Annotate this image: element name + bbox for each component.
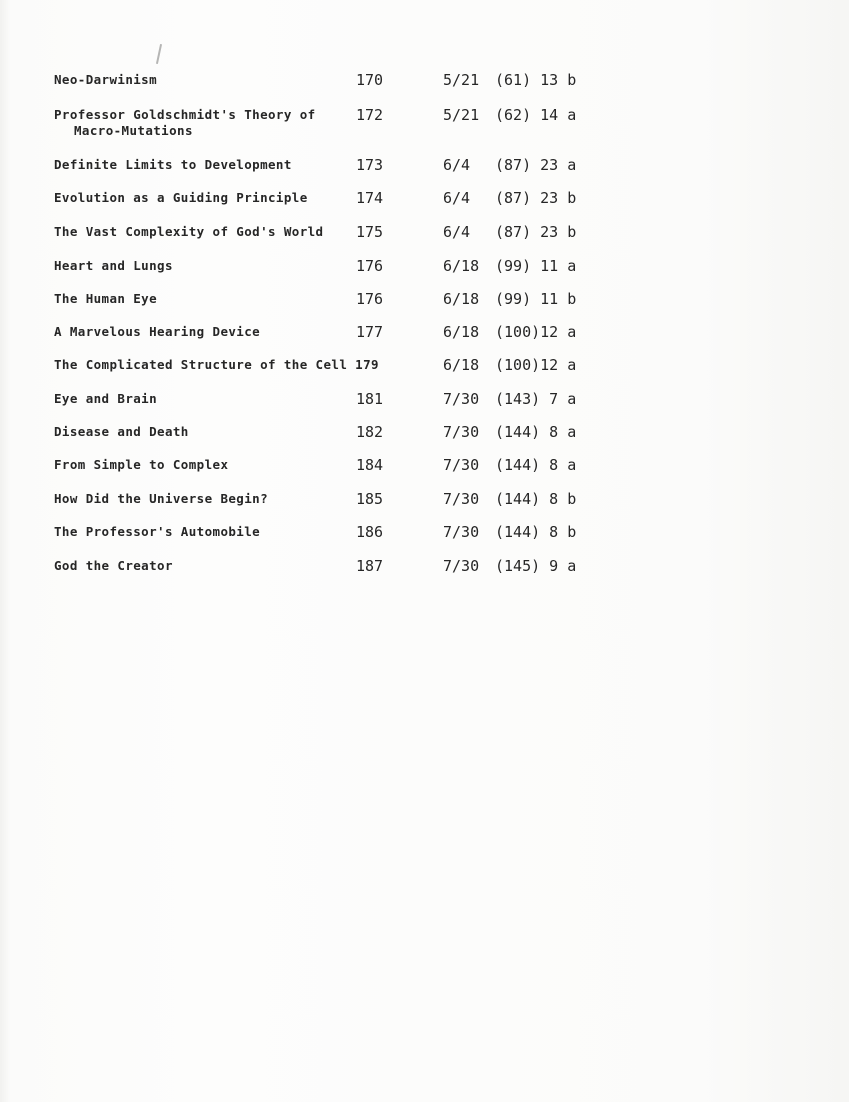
entry-date: 7/30 — [443, 490, 480, 508]
entry-title: From Simple to Complex — [54, 457, 229, 472]
entry-page: 174 — [356, 189, 384, 207]
entry-title: Disease and Death — [54, 424, 189, 439]
entry-page: 185 — [356, 490, 384, 508]
entry-reference: (87) 23 b — [495, 189, 577, 207]
entry-reference: (145) 9 a — [495, 557, 577, 575]
entry-title: Definite Limits to Development — [54, 157, 292, 172]
entry-date: 7/30 — [443, 390, 480, 408]
entry-title: The Professor's Automobile — [54, 524, 261, 539]
entry-reference: (144) 8 a — [495, 456, 577, 474]
entry-title: Heart and Lungs — [54, 258, 173, 273]
entry-title: Evolution as a Guiding Principle — [54, 190, 308, 205]
entry-reference: (99) 11 b — [495, 290, 577, 308]
entry-page: 170 — [356, 71, 384, 89]
entry-page: 177 — [356, 323, 384, 341]
entry-reference: (99) 11 a — [495, 257, 577, 275]
entry-date: 7/30 — [443, 423, 480, 441]
pencil-mark — [156, 44, 162, 64]
entry-reference: (100)12 a — [495, 356, 577, 374]
entry-title: Neo-Darwinism — [54, 72, 158, 87]
entry-page: 182 — [356, 423, 384, 441]
entry-date: 6/18 — [443, 257, 480, 275]
entry-date: 5/21 — [443, 71, 480, 89]
entry-page: 172 — [356, 106, 384, 124]
entry-reference: (61) 13 b — [495, 71, 577, 89]
entry-date: 6/18 — [443, 323, 480, 341]
entry-title: The Complicated Structure of the Cell 179 — [54, 357, 379, 372]
entry-date: 6/4 — [443, 223, 471, 241]
entry-reference: (144) 8 a — [495, 423, 577, 441]
entry-reference: (87) 23 b — [495, 223, 577, 241]
entry-reference: (100)12 a — [495, 323, 577, 341]
entry-title: Eye and Brain — [54, 391, 158, 406]
entry-date: 7/30 — [443, 523, 480, 541]
entry-date: 6/4 — [443, 156, 471, 174]
entry-title: The Human Eye — [54, 291, 158, 306]
entry-date: 6/4 — [443, 189, 471, 207]
entry-title-continued: Macro-Mutations — [74, 123, 193, 138]
entry-reference: (144) 8 b — [495, 523, 577, 541]
entry-page: 184 — [356, 456, 384, 474]
entry-date: 6/18 — [443, 290, 480, 308]
entry-reference: (87) 23 a — [495, 156, 577, 174]
entry-page: 173 — [356, 156, 384, 174]
entry-page: 187 — [356, 557, 384, 575]
entry-reference: (144) 8 b — [495, 490, 577, 508]
entry-title: Professor Goldschmidt's Theory of — [54, 107, 316, 122]
entry-page: 186 — [356, 523, 384, 541]
entry-page: 176 — [356, 290, 384, 308]
entry-date: 5/21 — [443, 106, 480, 124]
entry-page: 176 — [356, 257, 384, 275]
entry-page: 181 — [356, 390, 384, 408]
entry-date: 7/30 — [443, 456, 480, 474]
entry-page: 175 — [356, 223, 384, 241]
entry-title: The Vast Complexity of God's World — [54, 224, 324, 239]
entry-title: A Marvelous Hearing Device — [54, 324, 261, 339]
entry-title: God the Creator — [54, 558, 173, 573]
entry-reference: (143) 7 a — [495, 390, 577, 408]
entry-date: 6/18 — [443, 356, 480, 374]
entry-title: How Did the Universe Begin? — [54, 491, 268, 506]
entry-reference: (62) 14 a — [495, 106, 577, 124]
entry-date: 7/30 — [443, 557, 480, 575]
